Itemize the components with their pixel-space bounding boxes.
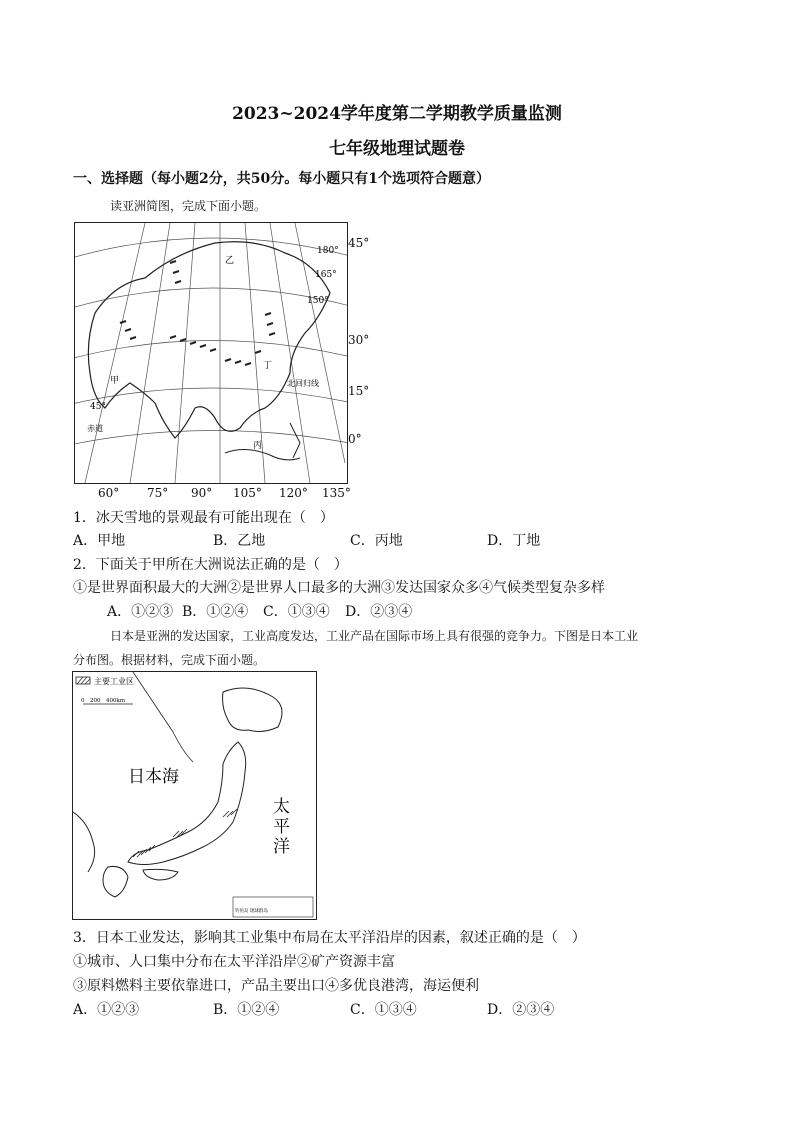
lat-label-left: 45°: [90, 402, 106, 412]
lat-label-45: 45°: [348, 236, 370, 250]
q3-option-b[interactable]: B．①②④: [213, 1002, 280, 1018]
q3-option-d[interactable]: D．②③④: [487, 1002, 555, 1018]
tropic-label: 北回归线: [287, 379, 319, 388]
japan-map-figure: [73, 672, 316, 919]
q2-statements: ①是世界面积最大的大洲②是世界人口最多的大洲③发达国家众多④气候类型复杂多样: [73, 580, 605, 596]
q2-stem: 2．下面关于甲所在大洲说法正确的是（ ）: [73, 557, 348, 573]
equator-label: 赤道: [87, 424, 103, 433]
q3-stem: 3．日本工业发达，影响其工业集中布局在太平洋沿岸的因素，叙述正确的是（ ）: [73, 930, 586, 946]
legend-label: 主要工业区: [94, 677, 134, 686]
q2-option-d[interactable]: D．②③④: [345, 604, 413, 620]
q1-option-b[interactable]: B．乙地: [213, 533, 266, 549]
lon-label-60: 60°: [98, 486, 120, 500]
intro-text-2-line1: 日本是亚洲的发达国家，工业高度发达，工业产品在国际市场上具有很强的竞争力。下图是日本工业: [110, 629, 639, 643]
lat-label-0: 0°: [348, 432, 362, 446]
lat-label-15: 15°: [348, 384, 370, 398]
region-label-bing: 丙: [253, 441, 263, 451]
japan-map: [72, 671, 317, 920]
lat-label-30: 30°: [348, 333, 370, 347]
q2-option-b[interactable]: B．①②④: [182, 604, 249, 620]
exam-subtitle: 七年级地理试题卷: [329, 139, 465, 159]
lon-label-120: 120°: [279, 486, 308, 500]
intro-text-1: 读亚洲简图，完成下面小题。: [110, 199, 267, 213]
q3-line1: ①城市、人口集中分布在太平洋沿岸②矿产资源丰富: [73, 954, 395, 970]
region-label-yi: 乙: [225, 256, 235, 266]
inset-label: 钓鱼岛 琉球群岛: [235, 909, 268, 914]
asia-map: [74, 222, 348, 484]
q3-line2: ③原料燃料主要依靠进口，产品主要出口④多优良港湾，海运便利: [73, 978, 479, 994]
lon-label-135: 135°: [322, 486, 351, 500]
intro-text-2-line2: 分布图。根据材料，完成下面小题。: [73, 653, 266, 667]
q3-option-a[interactable]: A．①②③: [73, 1002, 140, 1018]
q2-option-c[interactable]: C．①③④: [263, 604, 330, 620]
q1-option-a[interactable]: A．甲地: [73, 533, 126, 549]
section-heading: 一、选择题（每小题2分，共50分。每小题只有1个选项符合题意）: [73, 171, 490, 187]
meridian-label-150: 150°: [307, 296, 329, 306]
q2-option-a[interactable]: A．①②③: [107, 604, 174, 620]
ocean-label-2: 平: [273, 817, 290, 837]
scale-label: 0 200 400km: [81, 698, 126, 704]
lon-label-90: 90°: [191, 486, 213, 500]
q1-option-d[interactable]: D．丁地: [487, 533, 541, 549]
meridian-label-165: 165°: [315, 270, 337, 280]
q1-stem: 1．冰天雪地的景观最有可能出现在（ ）: [73, 510, 334, 526]
asia-map-figure: [75, 223, 347, 483]
exam-title: 2023~2024学年度第二学期教学质量监测: [232, 104, 562, 124]
q1-option-c[interactable]: C．丙地: [350, 533, 403, 549]
region-label-jia: 甲: [110, 376, 120, 386]
ocean-label-3: 洋: [273, 837, 290, 857]
region-label-ding: 丁: [263, 361, 273, 371]
lon-label-105: 105°: [233, 486, 262, 500]
ocean-label-1: 太: [273, 797, 290, 817]
q3-option-c[interactable]: C．①③④: [350, 1002, 417, 1018]
meridian-label-180: 180°: [317, 246, 339, 256]
lon-label-75: 75°: [147, 486, 169, 500]
sea-label: 日本海: [128, 767, 179, 787]
